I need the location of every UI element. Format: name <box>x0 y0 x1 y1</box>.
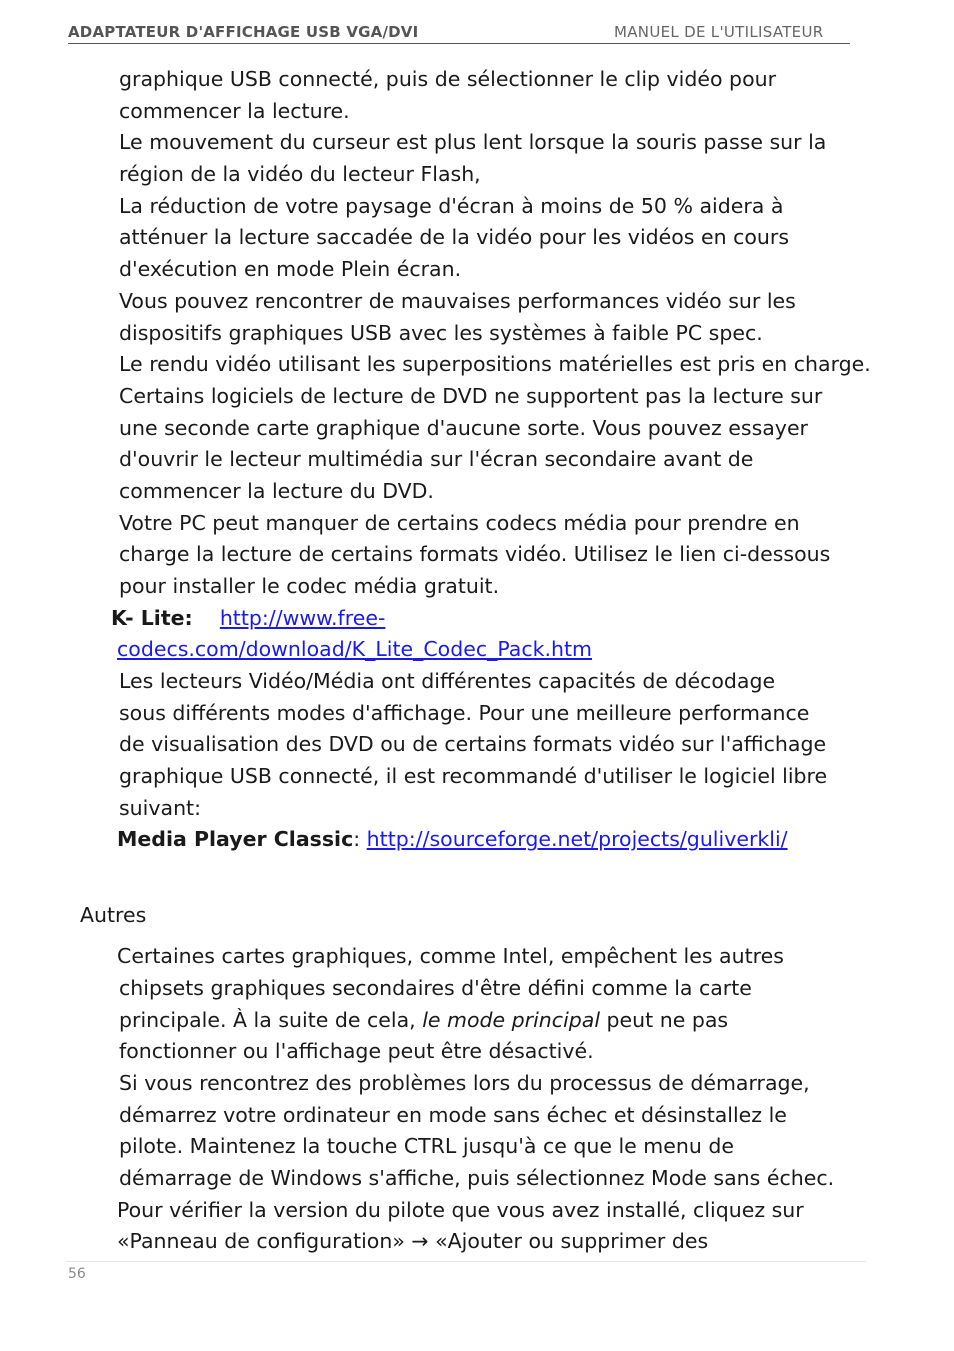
text-line: d'exécution en mode Plein écran. <box>119 257 462 282</box>
page-header <box>68 21 850 44</box>
text-line: démarrage de Windows s'affiche, puis sélectionnez Mode sans échec. <box>119 1166 835 1191</box>
text-line: charge la lecture de certains formats vidéo. Utilisez le lien ci-dessous <box>119 542 831 567</box>
paragraph-block-2 <box>119 666 919 824</box>
header-manual-label: MANUEL DE L'UTILISATEUR <box>614 23 824 41</box>
page-number: 56 <box>68 1266 86 1282</box>
mpc-link[interactable]: http://sourceforge.net/projects/guliverkli/ <box>366 827 788 851</box>
klite-link-part1[interactable]: http://www.free- <box>219 606 386 630</box>
text-line: Les lecteurs Vidéo/Média ont différentes capacités de décodage <box>119 669 776 693</box>
paragraph-block-3 <box>119 973 919 1195</box>
text-line: de visualisation des DVD ou de certains formats vidéo sur l'affichage <box>119 732 827 757</box>
klite-row <box>111 603 385 635</box>
text-segment: peut ne pas <box>600 1007 729 1032</box>
klite-label: K- Lite: <box>111 606 193 630</box>
text-segment: principale. À la suite de cela, <box>119 1007 423 1032</box>
section-title: Autres <box>80 903 147 927</box>
text-line: Si vous rencontrez des problèmes lors du processus de démarrage, <box>119 1071 810 1096</box>
text-line: Le mouvement du curseur est plus lent lorsque la souris passe sur la <box>119 130 827 155</box>
text-line: «Panneau de configuration» → «Ajouter ou supprimer des <box>117 1229 709 1253</box>
text-line: dispositifs graphiques USB avec les systèmes à faible PC spec. <box>119 320 763 345</box>
text-line: pilote. Maintenez la touche CTRL jusqu'à ce que le menu de <box>119 1134 735 1159</box>
klite-link-row <box>117 634 592 666</box>
paragraph-block-1 <box>119 64 919 603</box>
text-line: Pour vérifier la version du pilote que vous avez installé, cliquez sur <box>117 1198 804 1222</box>
footer-divider <box>66 1261 866 1262</box>
mpc-separator: : <box>353 827 367 851</box>
text-line: Vous pouvez rencontrer de mauvaises performances vidéo sur les <box>119 288 796 313</box>
text-line: chipsets graphiques secondaires d'être défini comme la carte <box>119 976 752 1000</box>
mpc-row <box>117 824 788 856</box>
text-line: commencer la lecture. <box>119 98 350 123</box>
text-line: La réduction de votre paysage d'écran à moins de 50 % aidera à <box>119 193 784 218</box>
text-line: Certaines cartes graphiques, comme Intel, empêchent les autres <box>117 944 784 968</box>
text-line: sous différents modes d'affichage. Pour une meilleure performance <box>119 700 810 725</box>
text-line: démarrez votre ordinateur en mode sans échec et désinstallez le <box>119 1102 787 1127</box>
header-title: ADAPTATEUR D'AFFICHAGE USB VGA/DVI <box>68 23 419 41</box>
text-line: Votre PC peut manquer de certains codecs média pour prendre en <box>119 510 800 535</box>
text-line: fonctionner ou l'affichage peut être désactivé. <box>119 1039 594 1064</box>
text-line: une seconde carte graphique d'aucune sorte. Vous pouvez essayer <box>119 415 808 440</box>
text-line: commencer la lecture du DVD. <box>119 478 434 503</box>
text-line: graphique USB connecté, il est recommandé d'utiliser le logiciel libre <box>119 764 828 789</box>
klite-link-part2[interactable]: codecs.com/download/K_Lite_Codec_Pack.htm <box>117 637 593 661</box>
text-line: pour installer le codec média gratuit. <box>119 574 500 598</box>
text-line: suivant: <box>119 795 201 820</box>
mpc-label: Media Player Classic <box>117 827 354 851</box>
text-line: Le rendu vidéo utilisant les superpositions matérielles est pris en charge. <box>119 352 871 377</box>
text-line: Certains logiciels de lecture de DVD ne supportent pas la lecture sur <box>119 383 823 408</box>
text-line: graphique USB connecté, puis de sélectionner le clip vidéo pour <box>119 67 777 91</box>
emphasis-text: le mode principal <box>422 1007 601 1032</box>
text-line-with-emphasis <box>119 1005 919 1037</box>
text-line: région de la vidéo du lecteur Flash, <box>119 162 481 187</box>
text-line: atténuer la lecture saccadée de la vidéo pour les vidéos en cours <box>119 225 790 250</box>
text-line: d'ouvrir le lecteur multimédia sur l'écran secondaire avant de <box>119 447 754 472</box>
